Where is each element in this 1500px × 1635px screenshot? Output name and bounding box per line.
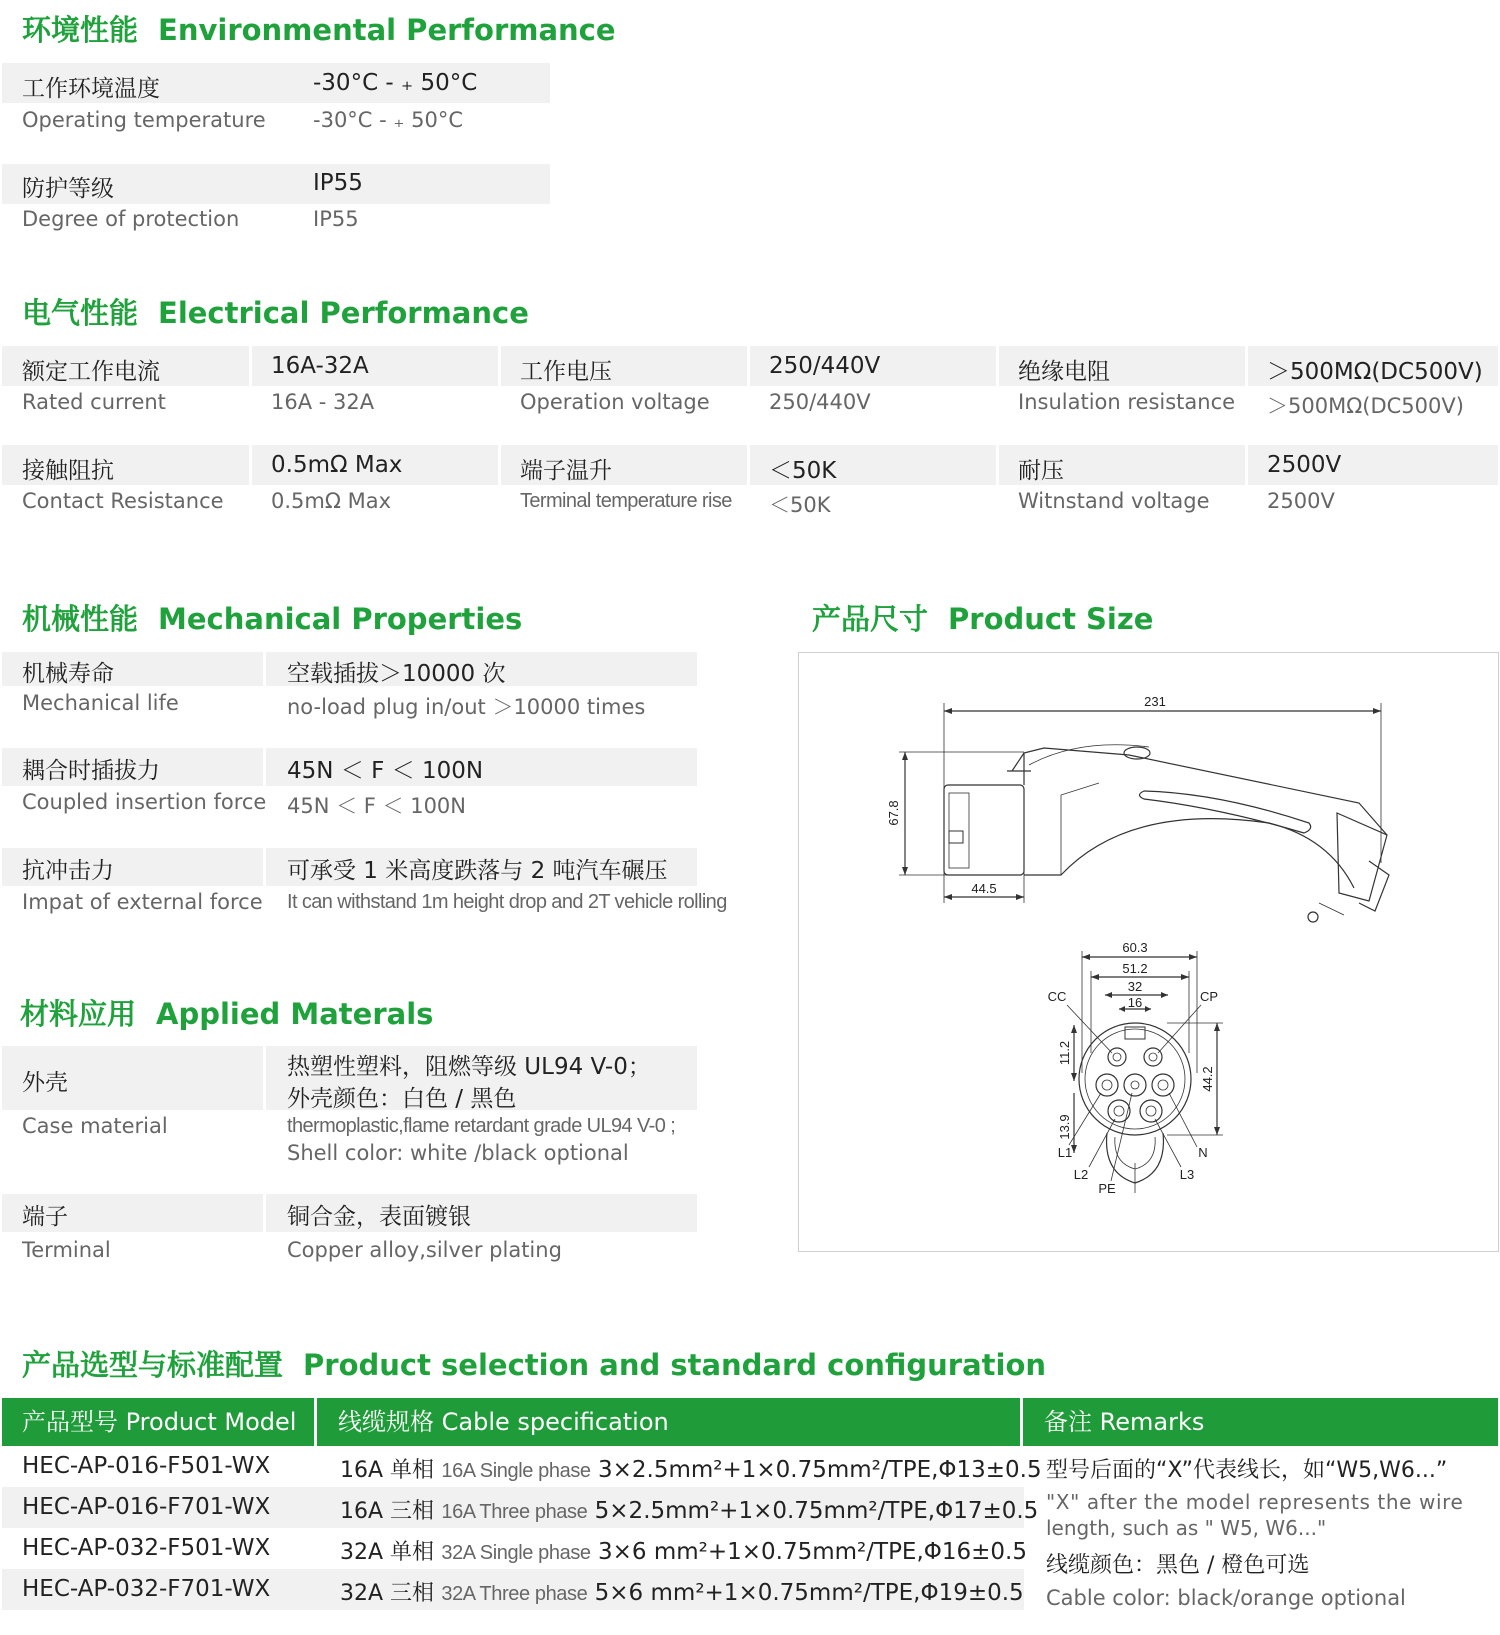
- spec-value-en: ＜50K: [769, 493, 831, 517]
- title-zh: 材料应用: [20, 997, 137, 1031]
- dim-text-d3: 32: [1127, 979, 1143, 994]
- spec-label-zh: 耦合时插拔力: [22, 758, 160, 784]
- spec-value-en: 2500V: [1267, 489, 1335, 513]
- dim-text-v2: 13.9: [1057, 1114, 1072, 1140]
- pin-label-l1: L1: [1057, 1145, 1073, 1160]
- spec-value-zh: 热塑性塑料，阻燃等级 UL94 V-0；: [287, 1054, 651, 1080]
- spec-value-zh: 16A-32A: [271, 353, 369, 379]
- table-row: [2, 1528, 1027, 1569]
- spec-value-en: IP55: [313, 207, 359, 231]
- cable-phase-zh: 32A 三相: [340, 1581, 435, 1606]
- spec-value-en: thermoplastic,flame retardant grade UL94 V-0 ;: [287, 1115, 676, 1137]
- table-header-row: [2, 1398, 1498, 1446]
- spec-label-zh: 端子温升: [520, 458, 612, 484]
- spec-value-zh: 45N ＜ F ＜ 100N: [287, 758, 484, 784]
- cell-model: HEC-AP-032-F701-WX: [22, 1576, 271, 1602]
- remark-line: 线缆颜色：黑色 / 橙色可选: [1046, 1553, 1310, 1578]
- spec-label-en: Terminal: [22, 1238, 111, 1262]
- title-en: Product Size: [948, 602, 1154, 636]
- spec-value-en: -30°C - ₊ 50°C: [313, 108, 464, 132]
- spec-value-zh: -30°C - ₊ 50°C: [313, 70, 478, 96]
- title-en: Product selection and standard configuration: [303, 1348, 1047, 1382]
- title-zh: 机械性能: [22, 602, 139, 636]
- spec-value-en: ＞500MΩ(DC500V): [1267, 394, 1464, 418]
- pin-label-l2: L2: [1073, 1167, 1089, 1182]
- spec-label-en: Mechanical life: [22, 691, 179, 715]
- spec-label-zh: 防护等级: [22, 176, 114, 202]
- spec-label-en: Coupled insertion force: [22, 790, 267, 814]
- header-divider: [1020, 1398, 1023, 1446]
- spec-value-en: It can withstand 1m height drop and 2T vehicle rolling: [287, 891, 727, 913]
- title-zh: 产品尺寸: [812, 602, 929, 636]
- title-en: Applied Materals: [156, 997, 434, 1031]
- spec-value-en: 16A - 32A: [271, 390, 375, 414]
- spec-value-zh: IP55: [313, 170, 363, 196]
- spec-label-en: Terminal temperature rise: [520, 490, 732, 512]
- header-divider: [314, 1398, 317, 1446]
- spec-label-en: Operation voltage: [520, 390, 710, 414]
- dim-text-d2: 51.2: [1122, 961, 1148, 976]
- spec-label-zh: 工作电压: [520, 359, 612, 385]
- section-title-environmental: [22, 8, 616, 49]
- spec-label-zh: 端子: [22, 1204, 68, 1230]
- remark-line: Cable color: black/orange optional: [1046, 1586, 1406, 1610]
- cable-phase-zh: 16A 单相: [340, 1458, 435, 1483]
- spec-value-zh: ＜50K: [769, 458, 837, 484]
- cable-spec: 5×6 mm²+1×0.75mm²/TPE,Φ19±0.5: [594, 1580, 1024, 1606]
- spec-label-en: Impat of external force: [22, 890, 263, 914]
- spec-label-zh: 机械寿命: [22, 661, 114, 687]
- cable-phase-en: 32A Three phase: [441, 1583, 588, 1605]
- pin-label-n: N: [1198, 1145, 1208, 1160]
- plug-side-view: [944, 745, 1389, 922]
- pin-label-cc: CC: [1047, 989, 1067, 1004]
- header-model: 产品型号 Product Model: [22, 1408, 297, 1436]
- dim-text-v3: 44.2: [1200, 1066, 1215, 1092]
- header-cable: 线缆规格 Cable specification: [338, 1408, 669, 1436]
- cell-cable: [340, 1494, 1038, 1525]
- spec-value-zh: ＞500MΩ(DC500V): [1267, 359, 1483, 385]
- table-row: [2, 1446, 1042, 1487]
- section-title-product-size: [812, 597, 1153, 638]
- spec-value-zh: 外壳颜色：白色 / 黑色: [287, 1086, 517, 1112]
- cell-model: HEC-AP-016-F501-WX: [22, 1453, 271, 1479]
- title-en: Environmental Performance: [158, 13, 616, 47]
- cable-phase-en: 16A Three phase: [441, 1501, 588, 1523]
- cable-phase-zh: 16A 三相: [340, 1499, 435, 1524]
- cell-model: HEC-AP-032-F501-WX: [22, 1535, 271, 1561]
- dim-text-d1: 60.3: [1122, 940, 1148, 955]
- section-title-electrical: [22, 291, 529, 332]
- header-remarks: 备注 Remarks: [1044, 1408, 1205, 1436]
- spec-label-zh: 外壳: [22, 1070, 68, 1096]
- spec-value-zh: 铜合金，表面镀银: [287, 1204, 471, 1230]
- spec-value-en: Shell color: white /black optional: [287, 1141, 629, 1165]
- table-row: [2, 1487, 1039, 1528]
- spec-label-zh: 绝缘电阻: [1018, 359, 1110, 385]
- pin-label-pe: PE: [1098, 1181, 1116, 1196]
- dimension-drawing-svg: [799, 653, 1498, 1251]
- spec-label-en: Insulation resistance: [1018, 390, 1236, 414]
- spec-value-zh: 0.5mΩ Max: [271, 452, 403, 478]
- spec-label-en: Contact Resistance: [22, 489, 224, 513]
- cable-phase-zh: 32A 单相: [340, 1540, 435, 1565]
- spec-value-en: 250/440V: [769, 390, 871, 414]
- spec-label-en: Witnstand voltage: [1018, 489, 1210, 513]
- cable-phase-en: 32A Single phase: [441, 1542, 591, 1564]
- title-zh: 环境性能: [22, 13, 139, 47]
- spec-label-en: Degree of protection: [22, 207, 240, 231]
- pin-label-l3: L3: [1179, 1167, 1195, 1182]
- spec-value-zh: 2500V: [1267, 452, 1342, 478]
- cable-spec: 5×2.5mm²+1×0.75mm²/TPE,Φ17±0.5: [594, 1498, 1039, 1524]
- title-en: Electrical Performance: [158, 296, 529, 330]
- dim-text-nose: 44.5: [971, 881, 997, 896]
- plug-front-view: [1079, 1023, 1191, 1193]
- spec-label-zh: 额定工作电流: [22, 359, 160, 385]
- cell-cable: [340, 1576, 1024, 1607]
- dim-text-d4: 16: [1127, 995, 1143, 1010]
- spec-value-zh: 空载插拔＞10000 次: [287, 661, 506, 687]
- remark-line: length, such as " W5, W6...": [1046, 1516, 1327, 1540]
- spec-value-en: 45N ＜ F ＜ 100N: [287, 794, 467, 818]
- cell-model: HEC-AP-016-F701-WX: [22, 1494, 271, 1520]
- spec-value-en: Copper alloy,silver plating: [287, 1238, 562, 1262]
- spec-label-en: Rated current: [22, 390, 166, 414]
- remark-line: "X" after the model represents the wire: [1046, 1490, 1464, 1514]
- spec-label-zh: 抗冲击力: [22, 858, 114, 884]
- spec-label-zh: 工作环境温度: [22, 76, 160, 102]
- spec-label-en: Case material: [22, 1114, 168, 1138]
- spec-label-en: Operating temperature: [22, 108, 266, 132]
- cable-spec: 3×6 mm²+1×0.75mm²/TPE,Φ16±0.5: [597, 1539, 1027, 1565]
- dim-text-length: 231: [1144, 694, 1166, 709]
- spec-value-en: 0.5mΩ Max: [271, 489, 391, 513]
- product-size-drawing: [798, 652, 1499, 1252]
- dim-text-v1: 11.2: [1057, 1040, 1072, 1066]
- cable-phase-en: 16A Single phase: [441, 1460, 591, 1482]
- pin-label-cp: CP: [1199, 989, 1219, 1004]
- spec-value-zh: 可承受 1 米高度跌落与 2 吨汽车碾压: [287, 858, 668, 884]
- spec-value-en: no-load plug in/out ＞10000 times: [287, 695, 646, 719]
- cell-cable: [340, 1535, 1027, 1566]
- section-title-materials: [20, 992, 433, 1033]
- dim-text-height: 67.8: [886, 800, 901, 826]
- cable-spec: 3×2.5mm²+1×0.75mm²/TPE,Φ13±0.5: [597, 1457, 1042, 1483]
- title-zh: 电气性能: [22, 296, 139, 330]
- spec-label-zh: 耐压: [1018, 458, 1064, 484]
- section-title-mechanical: [22, 597, 522, 638]
- table-row: [2, 1569, 1024, 1610]
- spec-value-zh: 250/440V: [769, 353, 881, 379]
- title-zh: 产品选型与标准配置: [22, 1348, 284, 1382]
- spec-label-zh: 接触阻抗: [22, 458, 114, 484]
- section-title-selection: [22, 1343, 1046, 1384]
- remark-line: 型号后面的“X”代表线长，如“W5,W6...”: [1046, 1458, 1448, 1483]
- cell-cable: [340, 1453, 1042, 1484]
- title-en: Mechanical Properties: [158, 602, 523, 636]
